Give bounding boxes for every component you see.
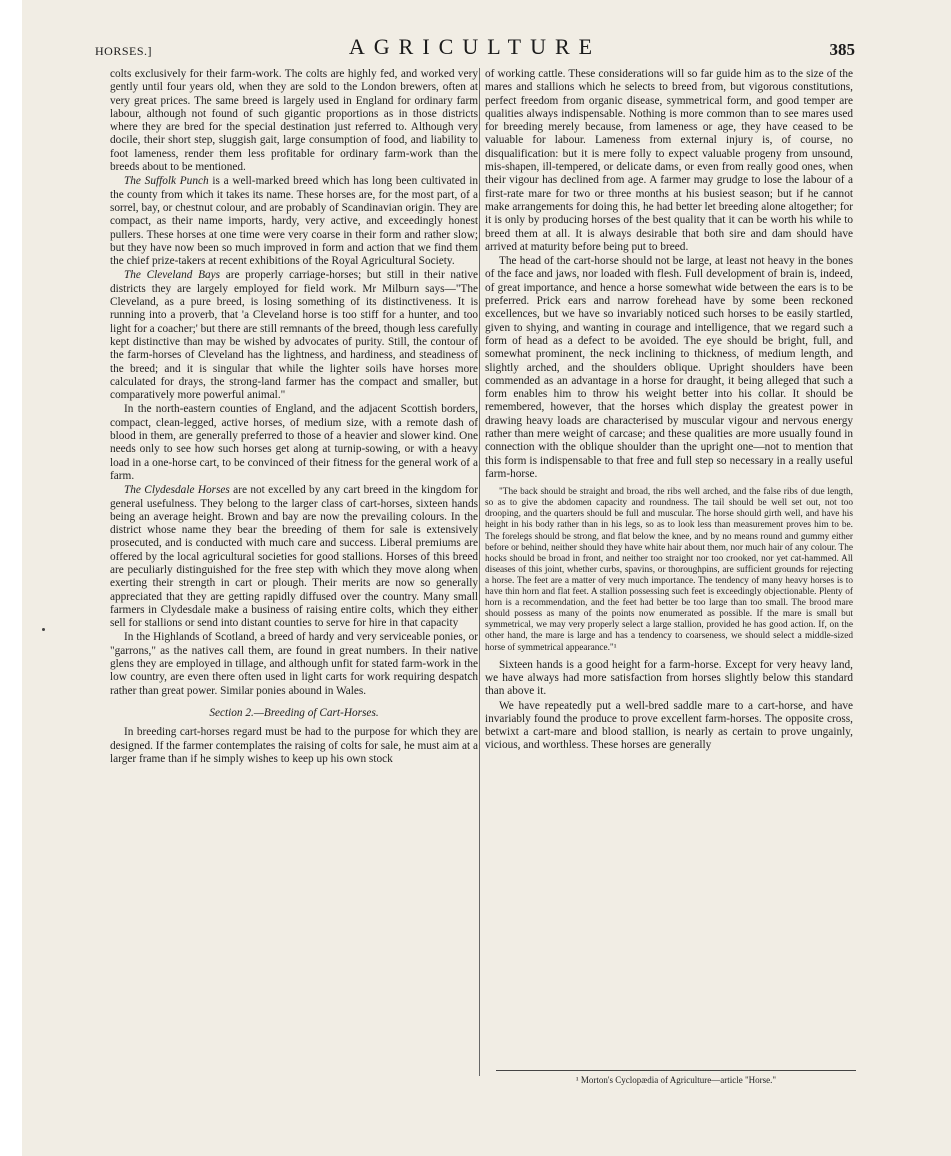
header-section: HORSES.] xyxy=(95,44,153,58)
footnote: ¹ Morton's Cyclopædia of Agriculture—article "Horse." xyxy=(575,1075,777,1085)
paragraph: In the Highlands of Scotland, a breed of hardy and very serviceable ponies, or "garrons," as the natives call them, are found in great numbers. In their native glens they are employed in tillage, and although unfit for stated farm-work in the low country, are even there often used in light carts for work requiring despatch rather than great power. Similar ponies abound in Wales. xyxy=(110,631,478,697)
paragraph: The Suffolk Punch is a well-marked breed which has long been cultivated in the county from which it takes its name. These horses are, for the most part, of a sorrel, bay, or chestnut colour, and are probably of Scandinavian origin. They are compact, as their name imports, hardy, very active, and exceedingly honest pullers. These horses at one time were very coarse in their form and rather slow; but they have now been so much improved in form and action that we find them the chief prize-takers at recent exhibitions of the Royal Agricultural Society. xyxy=(110,175,478,268)
block-quote: "The back should be straight and broad, the ribs well arched, and the false ribs of due length, so as to give the abdomen capacity and roundness. The tail should be well set out, not too drooping, and the quarters should be full and muscular. The horse should girth well, and have his height in his body rather than in his legs, so as to look less than measurement proves him to be. The forelegs should be strong, and flat below the knee, and by no means round and gummy either before or behind, neither should they have white hair about them, nor much hair of any colour. The hocks should be broad in front, and neither too straight nor too crooked, nor yet cat-hammed. All diseases of this joint, whether curbs, spavins, or thoroughpins, are sufficient grounds for rejecting a horse. The feet are a matter of very much importance. The tendency of many heavy horses is to have thin horn and flat feet. A stallion possessing such feet is exceedingly objectionable. Plenty of horn is a recommendation, and the feet had better be too large than too small. The brood mare should possess as many of the points now enumerated as possible. If the mare is small but symmetrical, we may very properly select a large stallion, provided he has good action. If, on the other hand, the mare is large and has a tendency to coarseness, we should select a middle-sized horse of symmetrical appearance."¹ xyxy=(485,487,853,653)
breed-name: The Cleveland Bays xyxy=(124,269,221,282)
paragraph: of working cattle. These considerations will so far guide him as to the size of the mares and stallions which he selects to breed from, but vigorous constitutions, perfect freedom from organic disease, symmetrical form, and good temper are qualities always indispensable. Nothing is more common than to see mares used for breeding merely because, from lameness or age, they have ceased to be valuable for labour. Lameness from external injury is, of course, no disqualification: but it is mere folly to expect valuable progeny from unsound, mis-shapen, ill-tempered, or delicate dams, or even from really good ones, when their vigour has declined from age. A farmer may grudge to lose the labour of a first-rate mare for two or three months at his busiest season; but if he cannot make arrangements for doing this, he had better let breeding alone altogether; for it is only by producing horses of the best quality that it can be worth his while to breed them at all. It is always desirable that both sire and dam should have arrived at maturity before being put to breed. xyxy=(485,68,853,253)
breed-name: The Suffolk Punch xyxy=(124,175,209,188)
paper-speck xyxy=(42,628,45,631)
paragraph: colts exclusively for their farm-work. The colts are highly fed, and worked very gently until four years old, when they are sold to the London brewers, often at very great prices. The same breed is largely used in England for ordinary farm labour, although not found of such gigantic proportions as in those districts where they are bred for the special destination just referred to. Although very docile, their short step, sluggish gait, large consumption of food, and liability to foot lameness, render them less profitable for ordinary farm-work than the breeds about to be mentioned. xyxy=(110,68,478,174)
right-column xyxy=(485,68,853,753)
paragraph: The Cleveland Bays are properly carriage-horses; but still in their native districts they are largely employed for field work. Mr Milburn says—"The Cleveland, as a pure breed, is losing something of its distinctiveness. It is running into a proverb, that 'a Cleveland horse is too stiff for a hunter, and too light for a coacher;' but there are still remnants of the breed, though less carefully kept distinctive than may be wished by advocates of purity. Still, the contour of the farm-horses of Cleveland has the lightness, and hardiness, and steadiness of the breed; and it is singular that while the lighter soils have horses more calculated for drays, the strong-land farmer has the compact and smaller, but comparatively more powerful animal." xyxy=(110,269,478,402)
section-heading: Section 2.—Breeding of Cart-Horses. xyxy=(209,706,379,719)
column-divider xyxy=(479,68,480,1076)
breed-name: The Clydesdale Horses xyxy=(124,484,230,497)
paragraph: We have repeatedly put a well-bred saddle mare to a cart-horse, and have invariably found the produce to prove excellent farm-horses. The opposite cross, betwixt a cart-mare and blood stallion, is nearly as certain to prove ungainly, vicious, and worthless. These horses are generally xyxy=(485,699,853,752)
running-header xyxy=(95,34,855,70)
footnote-rule xyxy=(496,1070,856,1071)
header-title: AGRICULTURE xyxy=(348,34,602,59)
left-column xyxy=(110,68,478,766)
paragraph: In the north-eastern counties of England, and the adjacent Scottish borders, compact, clean-legged, active horses, of medium size, with a remote dash of blood in them, are generally preferred to those of a heavier and slower kind. One needs only to see how such horses get along at turnip-sowing, or with a heavy load in a one-horse cart, to be convinced of their fitness for the general work of a farm. xyxy=(110,403,478,482)
paragraph: The Clydesdale Horses are not excelled by any cart breed in the kingdom for general usefulness. They belong to the larger class of cart-horses, sixteen hands being an average height. Brown and bay are now the prevailing colours. In the district whose name they bear the breeding of them for sale is extensively prosecuted, and is conducted with much care and success. Liberal premiums are offered by the local agricultural societies for good stallions. Horses of this breed are peculiarly distinguished for the free step with which they move along when exerting their strength in cart or plough. Their merits are now so generally appreciated that they are getting rapidly diffused over the country. Many small farmers in Clydesdale make a business of raising entire colts, which they either sell for stallions or send into distant counties to serve for hire in that capacity xyxy=(110,484,478,630)
page-number: 385 xyxy=(829,40,855,59)
paragraph: The head of the cart-horse should not be large, at least not heavy in the bones of the face and jaws, nor loaded with flesh. Full development of brain is, indeed, of great importance, and hence a horse somewhat wide between the ears is to be preferred. Prick ears and narrow forehead have by some been reckoned excellences, but we have so invariably noticed such horses to be easily startled, given to shying, and wanting in courage and intelligence, that we regard such a form of head as a defect to be avoided. The eye should be bright, full, and somewhat prominent, the neck inclining to thickness, of medium length, and slightly arched, and the shoulders oblique. Upright shoulders have been commended as an advantage in a horse for draught, it being alleged that such a form enables him to throw his weight better into his collar. It should be remembered, however, that the horses which display the greatest power in drawing heavy loads are characterised by muscular vigour and nervous energy rather than mere weight of carcase; and these qualities are more usually found in connection with the oblique shoulder than the upright one—not to mention that this form is indispensable to that free and full step so necessary in a really useful farm-horse. xyxy=(485,255,853,480)
paragraph: In breeding cart-horses regard must be had to the purpose for which they are designed. If the farmer contemplates the raising of colts for sale, he must aim at a larger frame than if he simply wishes to keep up his own stock xyxy=(110,726,478,765)
paragraph: Sixteen hands is a good height for a farm-horse. Except for very heavy land, we have always had more satisfaction from horses slightly below this standard than above it. xyxy=(485,658,853,698)
